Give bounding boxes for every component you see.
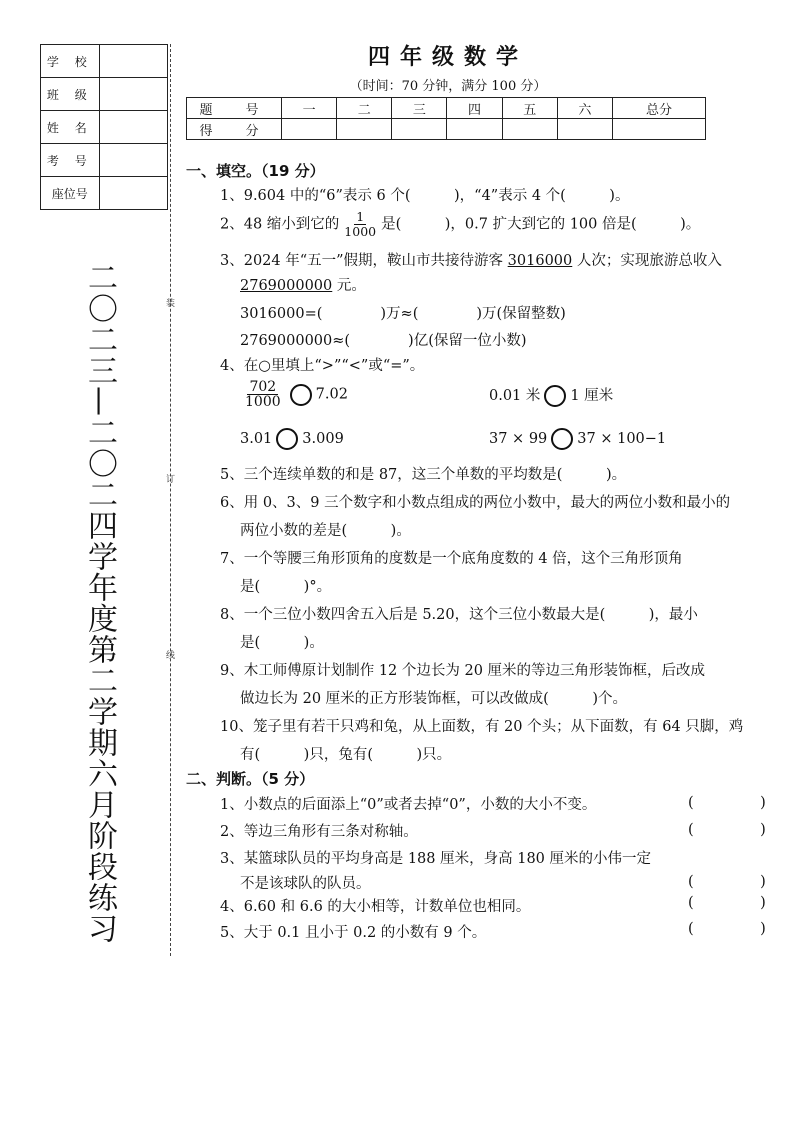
question-2-fraction: [342, 210, 378, 239]
judge-5: 5、大于 0.1 且小于 0.2 的小数有 9 个。: [220, 925, 487, 941]
judge-5-answer[interactable]: ( ): [688, 921, 792, 937]
question-4d-left: 37 × 99: [489, 431, 548, 447]
question-4a-fraction: [243, 380, 283, 409]
score-cell-4[interactable]: [447, 119, 502, 140]
question-4d-right: 37 × 100−1: [577, 431, 667, 447]
question-3-text-a: 3、2024 年“五一”假期，鞍山市共接待游客: [220, 253, 508, 269]
page-title: 四年级数学: [367, 44, 528, 70]
judge-4: 4、6.60 和 6.6 的大小相等，计数单位也相同。: [220, 899, 531, 915]
question-3-line1: [220, 249, 722, 270]
question-4c: [240, 428, 344, 450]
question-2-text-a: 2、48 缩小到它的: [220, 216, 340, 233]
question-8-line2: 是( )。: [240, 635, 324, 651]
question-4d: [489, 428, 666, 450]
question-2-text-b: 是( )，0.7 扩大到它的 100 倍是( )。: [381, 216, 701, 233]
judge-3-line1: 3、某篮球队员的平均身高是 188 厘米，身高 180 厘米的小伟一定: [220, 851, 652, 867]
question-4c-left: 3.01: [240, 431, 273, 447]
seat-number-label: 座位号: [41, 177, 100, 210]
question-9-line1: 9、木工师傅原计划制作 12 个边长为 20 厘米的等边三角形装饰框，后改成: [220, 663, 706, 679]
score-cell-5[interactable]: [502, 119, 557, 140]
question-3-text-b: 人次；实现旅游总收入: [572, 253, 722, 269]
question-4a-right: 7.02: [315, 386, 348, 403]
score-header-1: 一: [282, 98, 337, 119]
score-cell-2[interactable]: [337, 119, 392, 140]
question-4: 4、在○里填上“>”“<”或“=”。: [220, 358, 425, 374]
fraction-numerator: 1: [356, 209, 365, 224]
question-5: 5、三个连续单数的和是 87，这三个单数的平均数是( )。: [220, 467, 627, 483]
class-label: 班 级: [41, 78, 100, 111]
answer-circle[interactable]: [276, 428, 298, 450]
score-cell-total[interactable]: [613, 119, 706, 140]
question-3-text-c: 元。: [332, 278, 366, 294]
binding-mark-xian: 线: [166, 651, 176, 661]
class-field[interactable]: [99, 78, 167, 111]
score-header-2: 二: [337, 98, 392, 119]
binding-line: [170, 44, 171, 956]
score-header-6: 六: [557, 98, 612, 119]
judge-4-answer[interactable]: ( ): [688, 895, 792, 911]
fraction-denominator: 1000: [344, 224, 377, 239]
section2-heading: 二、判断。（5 分）: [186, 770, 315, 788]
student-info-table: [40, 44, 168, 210]
answer-circle[interactable]: [290, 384, 312, 406]
score-header-4: 四: [447, 98, 502, 119]
question-3-revenue: 2769000000: [240, 278, 333, 294]
question-1: 1、9.604 中的“6”表示 6 个( )，“4”表示 4 个( )。: [220, 188, 630, 204]
judge-1: 1、小数点的后面添上“0”或者去掉“0”，小数的大小不变。: [220, 797, 597, 813]
score-cell-6[interactable]: [557, 119, 612, 140]
score-header-5: 五: [502, 98, 557, 119]
score-table: [186, 97, 706, 140]
question-4a: [240, 380, 348, 409]
answer-circle[interactable]: [544, 385, 566, 407]
seat-number-field[interactable]: [99, 177, 167, 210]
question-3-line2: [240, 274, 366, 295]
question-7-line1: 7、一个等腰三角形顶角的度数是一个底角度数的 4 倍，这个三角形顶角: [220, 551, 683, 567]
name-label: 姓 名: [41, 111, 100, 144]
page-subtitle: （时间：70 分钟，满分 100 分）: [349, 79, 547, 94]
question-6-line1: 6、用 0、3、9 三个数字和小数点组成的两位小数中，最大的两位小数和最小的: [220, 495, 731, 511]
question-10-line1: 10、笼子里有若干只鸡和兔，从上面数，有 20 个头；从下面数，有 64 只脚，鸡: [220, 719, 744, 735]
score-header-3: 三: [392, 98, 447, 119]
question-4b-left: 0.01 米: [489, 388, 541, 404]
judge-2-answer[interactable]: ( ): [688, 822, 792, 838]
judge-3-answer[interactable]: ( ): [688, 874, 792, 890]
question-7-line2: 是( )°。: [240, 579, 332, 595]
question-4b: [489, 384, 613, 407]
fraction-numerator: 702: [249, 379, 277, 395]
question-2: [220, 210, 700, 239]
question-6-line2: 两位小数的差是( )。: [240, 523, 411, 539]
binding-mark-ding: 订: [166, 475, 176, 485]
question-4b-right: 1 厘米: [570, 388, 614, 404]
exam-number-label: 考 号: [41, 144, 100, 177]
side-title: 二〇二三—二〇二四学年度第二学期六月阶段练习: [82, 262, 117, 944]
question-3-visitors: 3016000: [507, 253, 573, 269]
school-label: 学 校: [41, 45, 100, 78]
score-cell-1[interactable]: [282, 119, 337, 140]
score-row-label: 得 分: [187, 119, 282, 140]
section1-heading: 一、填空。（19 分）: [186, 162, 325, 180]
question-8-line1: 8、一个三位小数四舍五入后是 5.20，这个三位小数最大是( )，最小: [220, 607, 698, 623]
exam-number-field[interactable]: [99, 144, 167, 177]
question-4c-right: 3.009: [302, 431, 344, 447]
answer-circle[interactable]: [551, 428, 573, 450]
school-field[interactable]: [99, 45, 167, 78]
score-cell-3[interactable]: [392, 119, 447, 140]
binding-mark-zhuang: 装: [166, 299, 176, 309]
judge-2: 2、等边三角形有三条对称轴。: [220, 824, 418, 840]
judge-1-answer[interactable]: ( ): [688, 795, 792, 811]
question-3-line4: 2769000000≈( )亿(保留一位小数): [240, 333, 527, 349]
fraction-denominator: 1000: [245, 394, 281, 410]
score-header-total: 总分: [613, 98, 706, 119]
score-header-label: 题 号: [187, 98, 282, 119]
question-3-line3: 3016000=( )万≈( )万(保留整数): [240, 306, 566, 322]
judge-3-line2: 不是该球队的队员。: [240, 876, 371, 892]
question-10-line2: 有( )只，兔有( )只。: [240, 747, 452, 763]
question-9-line2: 做边长为 20 厘米的正方形装饰框，可以改做成( )个。: [240, 691, 627, 707]
name-field[interactable]: [99, 111, 167, 144]
